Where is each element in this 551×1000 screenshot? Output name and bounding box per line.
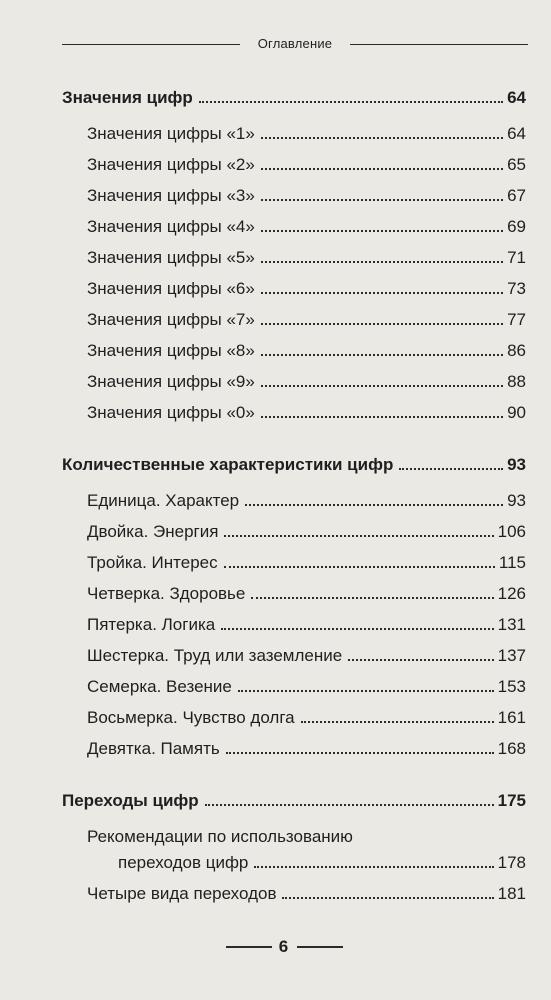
toc-entry	[87, 248, 526, 268]
toc-entry	[87, 584, 526, 604]
toc-section-title: Количественные характеристики цифр	[62, 455, 394, 474]
toc-page-number: 175	[497, 791, 526, 810]
dot-leader	[348, 659, 493, 661]
page-footer	[0, 935, 551, 959]
toc-entry	[87, 739, 526, 759]
toc-page-number: 69	[507, 217, 526, 236]
dot-leader	[261, 137, 503, 139]
toc-entry-second-line	[87, 853, 526, 873]
toc-section-digit-characteristics	[62, 455, 526, 475]
toc-page-number: 88	[507, 372, 526, 391]
toc-page-number: 64	[507, 88, 526, 107]
toc-entry-title: Восьмерка. Чувство долга	[87, 708, 295, 727]
toc-entry-title: Семерка. Везение	[87, 677, 232, 696]
dot-leader	[261, 416, 503, 418]
dot-leader	[261, 168, 503, 170]
toc-entry-title: Девятка. Память	[87, 739, 220, 758]
toc-section-title: Переходы цифр	[62, 791, 199, 810]
header-title: Оглавление	[257, 36, 333, 51]
toc-page-number: 77	[507, 310, 526, 329]
dot-leader	[301, 721, 494, 723]
toc-page-number: 153	[497, 677, 526, 696]
toc-page-number: 115	[498, 553, 526, 572]
toc-entry-title: Шестерка. Труд или заземление	[87, 646, 343, 665]
dot-leader	[261, 261, 503, 263]
toc-entry	[87, 279, 526, 299]
toc-page-number: 65	[507, 155, 526, 174]
dot-leader	[261, 292, 503, 294]
toc-entry	[87, 217, 526, 237]
toc-page-number: 93	[507, 455, 526, 474]
toc-page-number: 67	[507, 186, 526, 205]
toc-entry-title: Значения цифры «7»	[87, 310, 255, 329]
dot-leader	[261, 230, 503, 232]
toc-entry-title: Тройка. Интерес	[87, 553, 218, 572]
toc-page-number: 86	[507, 341, 526, 360]
page-number: 6	[278, 937, 289, 956]
toc-entry-title: Значения цифры «1»	[87, 124, 255, 143]
footer-rule-right	[297, 946, 343, 948]
toc-entry-title: Пятерка. Логика	[87, 615, 216, 634]
dot-leader	[261, 385, 503, 387]
dot-leader	[199, 101, 503, 103]
toc-page-number: 181	[497, 884, 526, 903]
toc-entry	[87, 491, 526, 511]
toc-entry-title: Двойка. Энергия	[87, 522, 219, 541]
dot-leader	[399, 468, 503, 470]
toc-entry	[87, 522, 526, 542]
dot-leader	[205, 804, 494, 806]
toc-entry	[87, 615, 526, 635]
dot-leader	[224, 566, 495, 568]
toc-entry	[87, 708, 526, 728]
toc-entry-multiline	[87, 827, 526, 873]
dot-leader	[221, 628, 493, 630]
toc-entry	[87, 553, 526, 573]
footer-rule-left	[226, 946, 272, 948]
toc-entry	[87, 372, 526, 392]
dot-leader	[261, 199, 503, 201]
toc-entry	[87, 310, 526, 330]
dot-leader	[238, 690, 494, 692]
toc-entry	[87, 155, 526, 175]
dot-leader	[254, 866, 493, 868]
toc-entry-title: Значения цифры «6»	[87, 279, 255, 298]
toc-page-number: 161	[497, 708, 526, 727]
toc-entry	[87, 646, 526, 666]
toc-section-digit-transitions	[62, 791, 526, 811]
toc-section-title: Значения цифр	[62, 88, 193, 107]
dot-leader	[245, 504, 503, 506]
toc-entry-title: Единица. Характер	[87, 491, 240, 510]
toc-entry	[87, 186, 526, 206]
dot-leader	[224, 535, 493, 537]
dot-leader	[226, 752, 494, 754]
toc-page-number: 106	[497, 522, 526, 541]
toc-entry-title: Значения цифры «5»	[87, 248, 255, 267]
toc-page-number: 64	[507, 124, 526, 143]
toc-page-number: 90	[507, 403, 526, 422]
toc-page-number: 93	[507, 491, 526, 510]
dot-leader	[251, 597, 493, 599]
toc-page-number: 178	[497, 853, 526, 872]
toc-entry	[87, 403, 526, 423]
toc-section-digit-values	[62, 88, 526, 108]
toc-entry-title-line1: Рекомендации по использованию	[87, 827, 353, 846]
dot-leader	[261, 354, 503, 356]
toc-page-number: 71	[507, 248, 526, 267]
dot-leader	[282, 897, 493, 899]
toc-entry	[87, 124, 526, 144]
toc-entry-title: Значения цифры «3»	[87, 186, 255, 205]
toc-entry-title: Значения цифры «4»	[87, 217, 255, 236]
toc-entry-title: Значения цифры «8»	[87, 341, 255, 360]
toc-page-number: 126	[497, 584, 526, 603]
toc-entry-title: Значения цифры «2»	[87, 155, 255, 174]
toc-page-number: 168	[497, 739, 526, 758]
toc-entry	[87, 677, 526, 697]
toc-entry	[87, 884, 526, 904]
toc-page-number: 73	[507, 279, 526, 298]
toc-entry-title: Четыре вида переходов	[87, 884, 277, 903]
toc-entry	[87, 341, 526, 361]
toc-entry-title-line2: переходов цифр	[118, 853, 249, 872]
toc-entry-title: Четверка. Здоровье	[87, 584, 246, 603]
toc-page-number: 131	[497, 615, 526, 634]
dot-leader	[261, 323, 503, 325]
toc-entry-title: Значения цифры «9»	[87, 372, 255, 391]
toc-page-number: 137	[497, 646, 526, 665]
toc-entry-title: Значения цифры «0»	[87, 403, 255, 422]
